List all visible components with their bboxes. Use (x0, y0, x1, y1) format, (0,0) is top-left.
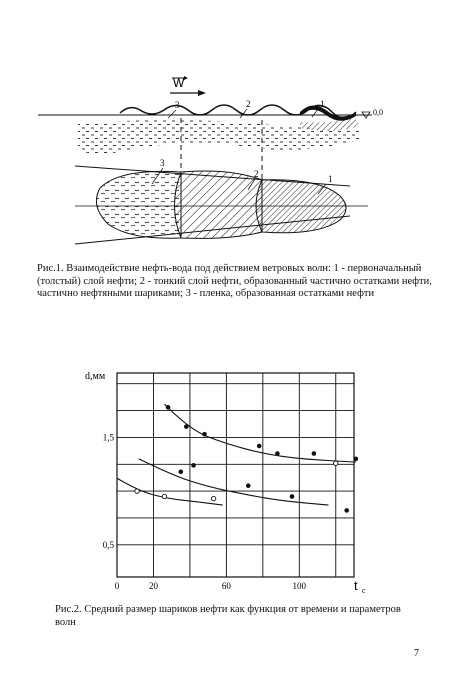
region-3-film (96, 171, 181, 238)
figure-2-caption (55, 604, 405, 629)
data-point-filled (290, 494, 295, 499)
wind-label: W (173, 76, 185, 90)
data-point-filled (166, 405, 171, 410)
data-point-filled (191, 463, 196, 468)
label-2-top: 2 (246, 99, 251, 109)
fit-curve-1 (164, 404, 355, 462)
x-axis-subscript: c (362, 586, 366, 595)
figure-1-caption (37, 263, 437, 301)
data-point-open (135, 489, 139, 493)
chart-grid (117, 373, 354, 577)
x-tick-label: 60 (221, 581, 231, 591)
data-point-filled (257, 444, 262, 449)
plot-frame (117, 373, 354, 577)
x-tick-label: 20 (148, 581, 158, 591)
data-point-filled (179, 469, 184, 474)
chart-points (135, 405, 358, 513)
figure-2-caption-text: Средний размер шариков нефти как функция от времени и параметров волн (55, 604, 401, 628)
label-3-plan: 3 (160, 158, 165, 168)
data-point-filled (246, 483, 251, 488)
figure-1-caption-label: Рис.1. (37, 263, 64, 274)
y-tick-label: 0,5 (102, 539, 114, 550)
page-number: 7 (414, 648, 419, 659)
y-axis-label: d,мм (85, 371, 106, 382)
data-point-open (211, 496, 215, 500)
data-point-filled (275, 451, 280, 456)
chart-tick-labels (103, 432, 307, 591)
region-1-thick-layer (256, 180, 346, 233)
y-tick-label: 1,5 (102, 432, 114, 443)
data-point-filled (312, 451, 317, 456)
data-point-filled (202, 432, 207, 437)
label-1-plan: 1 (328, 174, 333, 184)
figure-2-caption-label: Рис.2. (55, 604, 82, 615)
data-point-open (162, 494, 166, 498)
label-3-top: 3 (175, 100, 180, 110)
data-point-filled (354, 457, 359, 462)
figure-2-chart (0, 355, 450, 595)
x-axis-label: t (354, 578, 358, 593)
x-tick-label: 0 (114, 581, 120, 591)
figure-1-caption-text: Взаимодействие нефть-вода под действием ветровых волн: 1 - первоначальный (толстый) слой нефти; 2 - тонкий слой нефти, образованный частично остатками нефти, частично нефтяными шариками; 3 - пленка, образованная остатками нефти (37, 263, 432, 299)
thick-oil-patch (300, 118, 360, 131)
fit-curve-3 (117, 478, 223, 505)
data-point-open (334, 461, 338, 465)
x-tick-label: 100 (292, 581, 307, 591)
data-point-filled (344, 508, 349, 513)
region-2-thin-layer (175, 171, 263, 238)
data-point-filled (184, 424, 189, 429)
label-2-plan: 2 (254, 169, 259, 179)
level-label: 0,0 (373, 108, 383, 117)
label-1-top: 1 (320, 99, 325, 109)
chart-axis-labels (85, 371, 366, 595)
chart-fit-curves (117, 404, 356, 505)
figure-1-diagram (0, 0, 450, 260)
